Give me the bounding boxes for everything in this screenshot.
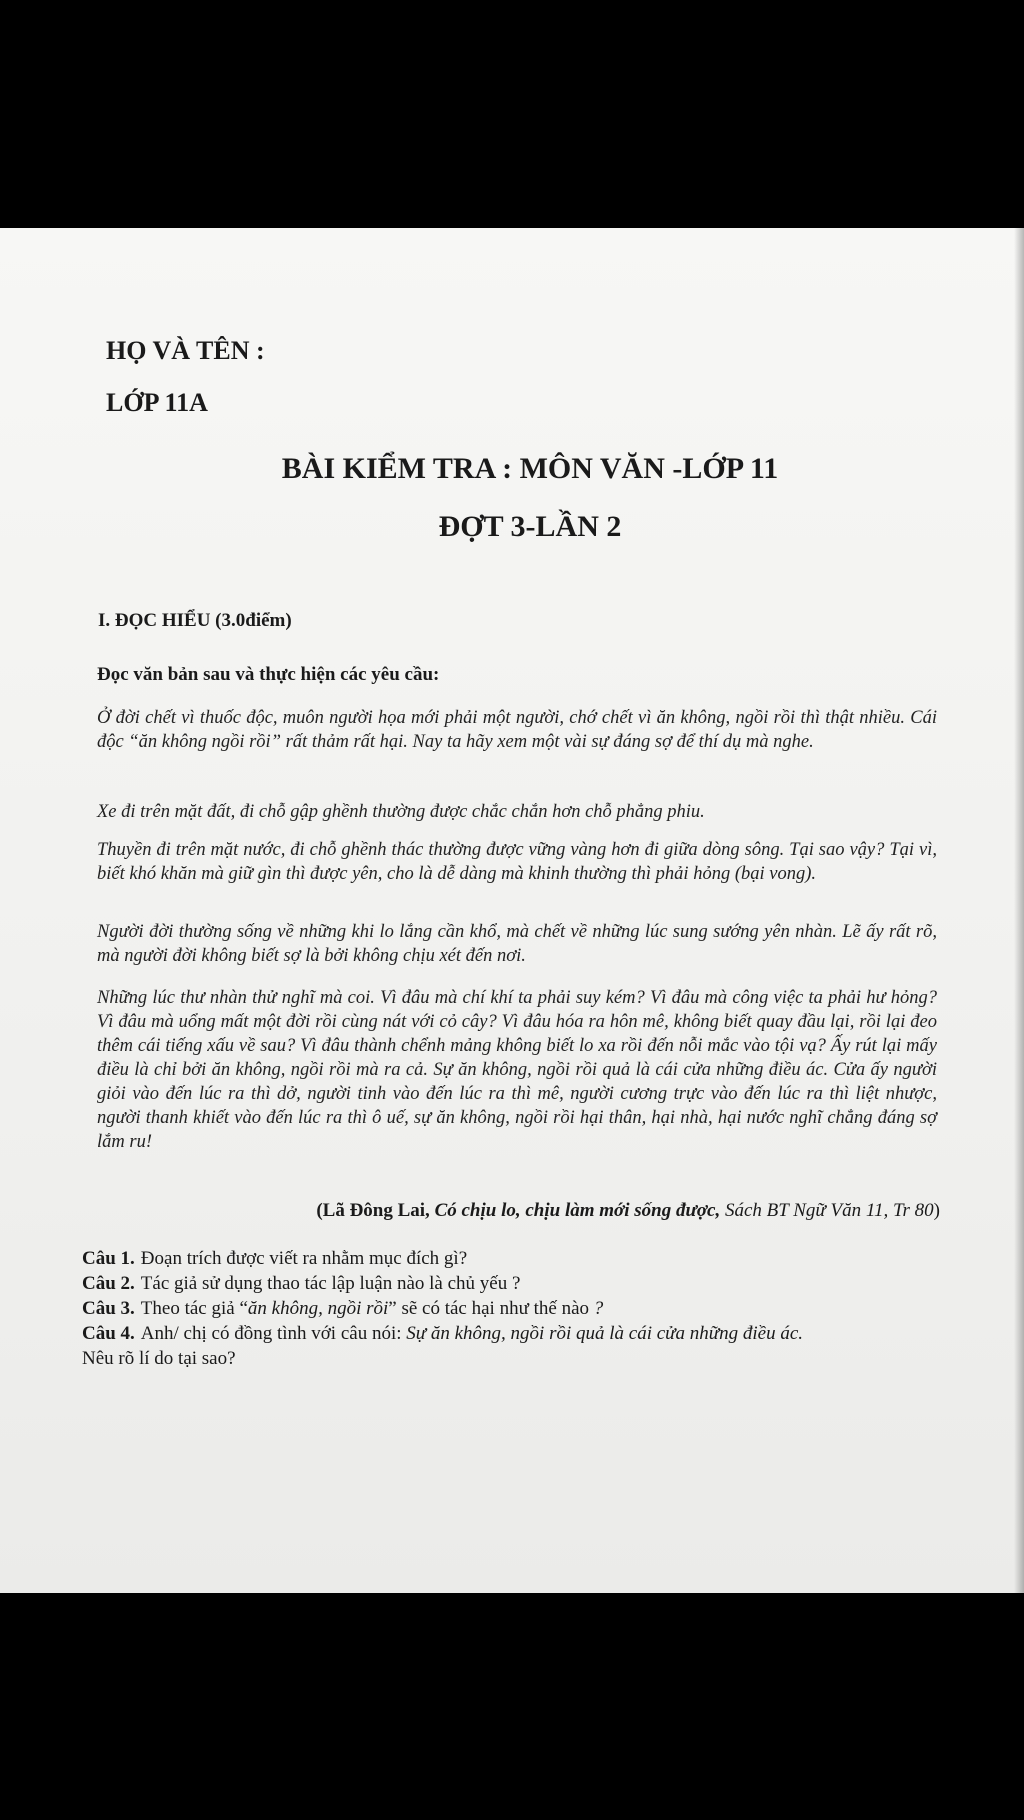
question-1 (82, 1246, 962, 1271)
question-2-label: Câu 2. (82, 1273, 135, 1294)
question-3-label: Câu 3. (82, 1298, 135, 1319)
section-instruction: Đọc văn bản sau và thực hiện các yêu cầu: (97, 664, 440, 685)
citation-source: Sách BT Ngữ Văn 11, Tr 80 (725, 1200, 934, 1221)
passage-paragraph-4: Người đời thường sống về những khi lo lắng cần khổ, mà chết về những lúc sung sướng yên nhàn. Lẽ ấy rất rõ, mà người đời không biết sợ là bởi không chịu xét đến nơi. (97, 922, 937, 966)
passage-paragraph-1: Ở đời chết vì thuốc độc, muôn người họa mới phải một người, chớ chết vì ăn không, ngồi rồi thì thật nhiều. Cái độc “ăn không ngồi rồi” rất thảm rất hại. Nay ta hãy xem một vài sự đáng sợ để thí dụ mà nghe. (97, 708, 937, 752)
section-heading: I. ĐỌC HIỂU (3.0điểm) (98, 610, 292, 631)
passage-paragraph-5: Những lúc thư nhàn thử nghĩ mà coi. Vì đâu mà chí khí ta phải suy kém? Vì đâu mà công việc ta phải hư hỏng? Vì đâu mà uổng mất một đời rồi cùng nát với cỏ cây? Vì đâu hóa ra hôn mê, không biết quay đầu lại, rồi lại đeo thêm cái tiếng xấu về sau? Vì đâu thành chểnh mảng không biết lo xa rồi đến nỗi mắc vào tội vạ? Ấy rút lại mấy điều là chỉ bởi ăn không, ngồi rồi mà ra cả. Sự ăn không, ngồi rồi quả là cái cửa những điều ác. Cửa ấy người giỏi vào đến lúc ra thì dở, người tinh vào đến lúc ra thì mê, người cương trực vào đến lúc ra thì liệt nhược, người thanh khiết vào đến lúc ra thì ô uế, sự ăn không, ngồi rồi hại thân, hại nhà, hại nước nghĩ chẳng đáng sợ lắm ru! (97, 988, 937, 1152)
question-2 (82, 1271, 962, 1296)
question-3 (82, 1296, 962, 1321)
citation-open: ( (316, 1200, 323, 1221)
question-list (82, 1246, 962, 1371)
citation-author: Lã Đông Lai, (322, 1200, 430, 1221)
question-1-text: Đoạn trích được viết ra nhằm mục đích gì? (140, 1248, 468, 1269)
student-name-label: HỌ VÀ TÊN : (106, 336, 265, 365)
question-4-text-before: Anh/ chị có đồng tình với câu nói: (140, 1323, 407, 1344)
passage-paragraph-2: Xe đi trên mặt đất, đi chỗ gập ghềnh thường được chắc chắn hơn chỗ phẳng phiu. (97, 802, 705, 822)
citation-work: Có chịu lo, chịu làm mới sống được, (434, 1200, 721, 1221)
citation-close: ) (933, 1200, 940, 1221)
question-4 (82, 1321, 962, 1371)
question-3-text-after: ” sẽ có tác hại như thế nào (388, 1298, 590, 1319)
exam-subtitle: ĐỢT 3-LẦN 2 (438, 510, 622, 543)
passage-citation (316, 1200, 940, 1222)
class-label: LỚP 11A (106, 388, 208, 417)
question-1-label: Câu 1. (82, 1248, 135, 1269)
question-3-text-before: Theo tác giả “ (140, 1298, 248, 1319)
question-3-text-italic: ăn không, ngồi rồi (247, 1298, 389, 1319)
question-4-text-italic: Sự ăn không, ngồi rồi quả là cái cửa những điều ác. (406, 1323, 804, 1344)
paper-sheet (0, 228, 1024, 1593)
question-3-text-end: ? (589, 1298, 604, 1319)
passage-paragraph-3: Thuyền đi trên mặt nước, đi chỗ ghềnh thác thường được vững vàng hơn đi giữa dòng sông. Tại sao vậy? Tại vì, biết khó khăn mà giữ gìn thì được yên, cho là dễ dàng mà khinh thường thì phải hỏng (bại vong). (97, 840, 937, 884)
exam-document (0, 228, 1024, 1593)
question-4-label: Câu 4. (82, 1323, 135, 1344)
question-4-text-after: Nêu rõ lí do tại sao? (82, 1348, 236, 1369)
question-2-text: Tác giả sử dụng thao tác lập luận nào là chủ yếu ? (140, 1273, 521, 1294)
exam-title: BÀI KIỂM TRA : MÔN VĂN -LỚP 11 (281, 452, 779, 485)
